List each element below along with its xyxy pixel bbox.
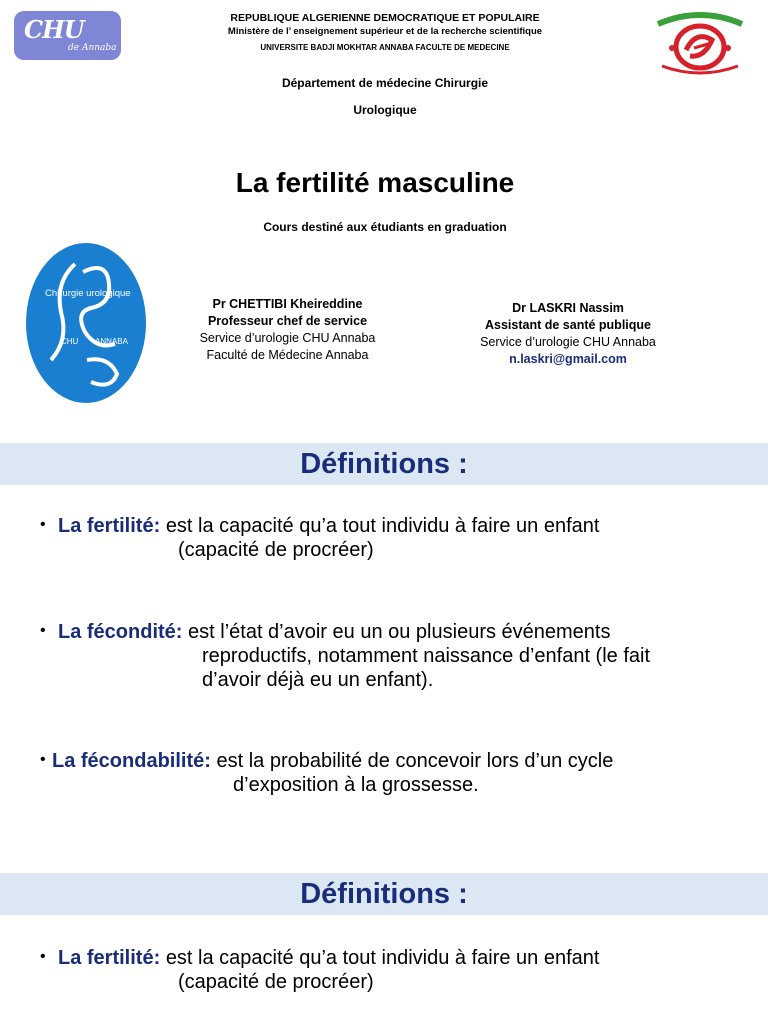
department-line-2: Urologique: [353, 103, 417, 117]
assistant-name: Dr LASKRI Nassim: [512, 301, 624, 315]
bullet-icon: •: [40, 516, 46, 533]
chu-annaba-logo: [14, 11, 121, 60]
assistant-block: [440, 300, 696, 368]
uro-logo-text-2: CHU: [61, 337, 79, 346]
definition-text: est la capacité qu’a tout individu à faire un enfant: [165, 947, 600, 969]
republic-line: REPUBLIQUE ALGERIENNE DEMOCRATIQUE ET POPULAIRE: [230, 12, 540, 24]
university-line: UNIVERSITE BADJI MOKHTAR ANNABA FACULTE DE MEDECINE: [260, 43, 510, 52]
uro-logo-text-1: Chirurgie urologique: [45, 288, 131, 299]
definition-fecondabilite: [52, 749, 613, 773]
definition-text-continued: d’exposition à la grossesse.: [233, 774, 479, 796]
cover-slide: [0, 0, 768, 418]
chu-logo-subtext: de Annaba: [68, 43, 117, 53]
definition-text: est la capacité qu’a tout individu à faire un enfant: [165, 515, 600, 537]
assistant-service: Service d’urologie CHU Annaba: [480, 335, 656, 349]
definitions-title-2: Définitions :: [300, 878, 468, 910]
definition-text-continued: d’avoir déjà eu un enfant).: [202, 669, 434, 691]
assistant-email-link[interactable]: n.laskri@gmail.com: [509, 352, 627, 366]
definition-text: est la probabilité de concevoir lors d’un cycle: [216, 750, 614, 772]
definition-fertilite-2: [58, 946, 599, 970]
definition-term: La fécondabilité:: [52, 750, 211, 772]
definition-text-continued: reproductifs, notamment naissance d’enfant (le fait: [202, 645, 651, 667]
definition-term: La fécondité:: [58, 621, 183, 643]
bullet-icon: •: [40, 948, 46, 965]
definition-term: La fertilité:: [58, 947, 161, 969]
bullet-icon: •: [40, 751, 46, 768]
university-logo: [650, 8, 750, 78]
bullet-icon: •: [40, 622, 46, 639]
definitions-title: Définitions :: [300, 448, 468, 480]
professor-faculty: Faculté de Médecine Annaba: [206, 348, 369, 362]
department-line: Département de médecine Chirurgie: [281, 76, 489, 90]
assistant-role: Assistant de santé publique: [484, 318, 651, 332]
professor-block: [170, 296, 405, 364]
professor-name: Pr CHETTIBI Kheireddine: [212, 297, 363, 311]
urology-service-logo: [25, 242, 147, 404]
professor-role: Professeur chef de service: [207, 314, 368, 328]
professor-service: Service d’urologie CHU Annaba: [199, 331, 376, 345]
institution-header: [170, 12, 600, 54]
course-subtitle: Cours destiné aux étudiants en graduation: [263, 220, 507, 234]
course-title: La fertilité masculine: [235, 167, 515, 198]
ministry-line: Ministère de l’ enseignement supérieur et de la recherche scientifique: [227, 26, 543, 37]
definition-fertilite: [58, 514, 599, 538]
definition-text: est l’état d’avoir eu un ou plusieurs événements: [188, 621, 611, 643]
uro-logo-text-3: ANNABA: [95, 337, 128, 346]
definition-fecondite: [58, 620, 611, 644]
definition-term: La fertilité:: [58, 515, 161, 537]
chu-logo-text: CHU: [24, 15, 84, 44]
definition-text-continued: (capacité de procréer): [178, 971, 374, 993]
definition-text-continued: (capacité de procréer): [178, 539, 374, 561]
